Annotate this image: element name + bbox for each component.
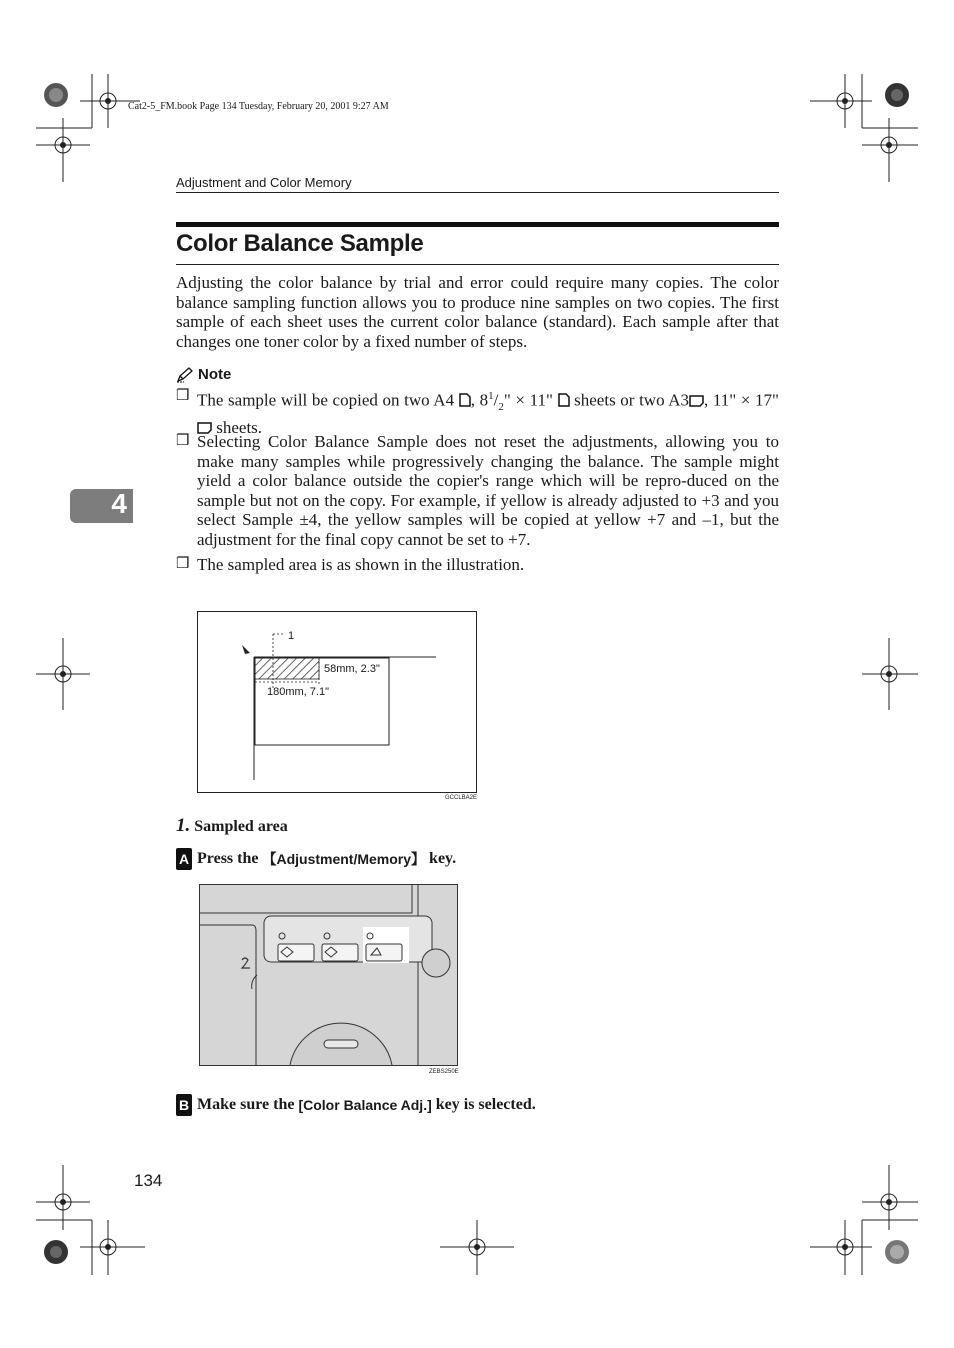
note-label: Note — [198, 366, 232, 383]
note-text: Selecting Color Balance Sample does not reset the adjustments, allowing you to make many samples while progressively changing the balance. The sample might yield a color balance outside the copier's range which will be repro-duced on the sample but not on the copy. For example, if yellow is already adjusted to +3 and you select Sample ±4, the yellow samples will be copied at yellow +7 and –1, but the adjustment for the final copy cannot be set to +7. — [197, 432, 779, 549]
sampled-area-diagram — [198, 612, 476, 792]
caption-number: 1. — [176, 815, 191, 836]
note-text: The sampled area is as shown in the illustration. — [197, 555, 525, 574]
checkbox-bullet-icon: ❒ — [176, 433, 190, 449]
figure-callout-1: 1 — [288, 630, 295, 642]
caption-label: Sampled area — [194, 818, 288, 835]
chapter-tab — [70, 489, 133, 523]
chapter-number: 4 — [111, 488, 127, 519]
note-item — [176, 432, 779, 550]
pencil-icon — [176, 367, 194, 383]
note-item: ❒ The sample will be copied on two A4 , $8^1/_2$" × 11" sheets or two A3 , 11" × 17" sheets. — [176, 388, 779, 437]
sampled-area-figure — [197, 611, 477, 793]
step-1: A Press the 【Adjustment/Memory】 key. — [176, 848, 456, 870]
step-badge-2: B — [176, 1094, 192, 1116]
dimension-height-label: 58mm, 2.3" — [324, 663, 380, 675]
figure-code: GCCLBA2E — [445, 795, 478, 801]
figure-caption — [176, 815, 288, 837]
step-badge-1: A — [176, 848, 192, 870]
intro-paragraph: Adjusting the color balance by trial and error could require many copies. The color balance sampling function allows you to produce nine samples on two copies. The first sample of each sheet uses the current color balance (standard). Each sample after that changes one toner color by a fixed number of steps. — [176, 273, 779, 351]
portrait-paper-icon — [459, 393, 471, 407]
figure-code: ZEBS250E — [429, 1069, 459, 1075]
book-info-slug: Cat2-5_FM.book Page 134 Tuesday, February 20, 2001 9:27 AM — [128, 101, 389, 112]
section-title-bar — [176, 222, 779, 227]
note-heading — [176, 366, 231, 383]
checkbox-bullet-icon: ❒ — [176, 556, 190, 572]
color-balance-adj-key-name: [Color Balance Adj.] — [298, 1097, 432, 1113]
checkbox-bullet-icon: ❒ — [176, 388, 190, 404]
control-panel-illustration — [200, 885, 457, 1065]
header-rule — [176, 192, 779, 193]
step-2: B Make sure the [Color Balance Adj.] key is selected. — [176, 1094, 536, 1116]
dimension-width-label: 180mm, 7.1" — [267, 686, 329, 698]
adjustment-memory-key-name: 【Adjustment/Memory】 — [262, 851, 426, 867]
page-number: 134 — [134, 1171, 163, 1190]
section-title: Color Balance Sample — [176, 230, 424, 257]
control-panel-figure — [199, 884, 458, 1066]
section-title-rule — [176, 264, 779, 265]
portrait-paper-icon — [558, 393, 570, 407]
landscape-paper-icon — [689, 395, 704, 407]
running-head: Adjustment and Color Memory — [176, 175, 352, 190]
note-item — [176, 555, 779, 575]
